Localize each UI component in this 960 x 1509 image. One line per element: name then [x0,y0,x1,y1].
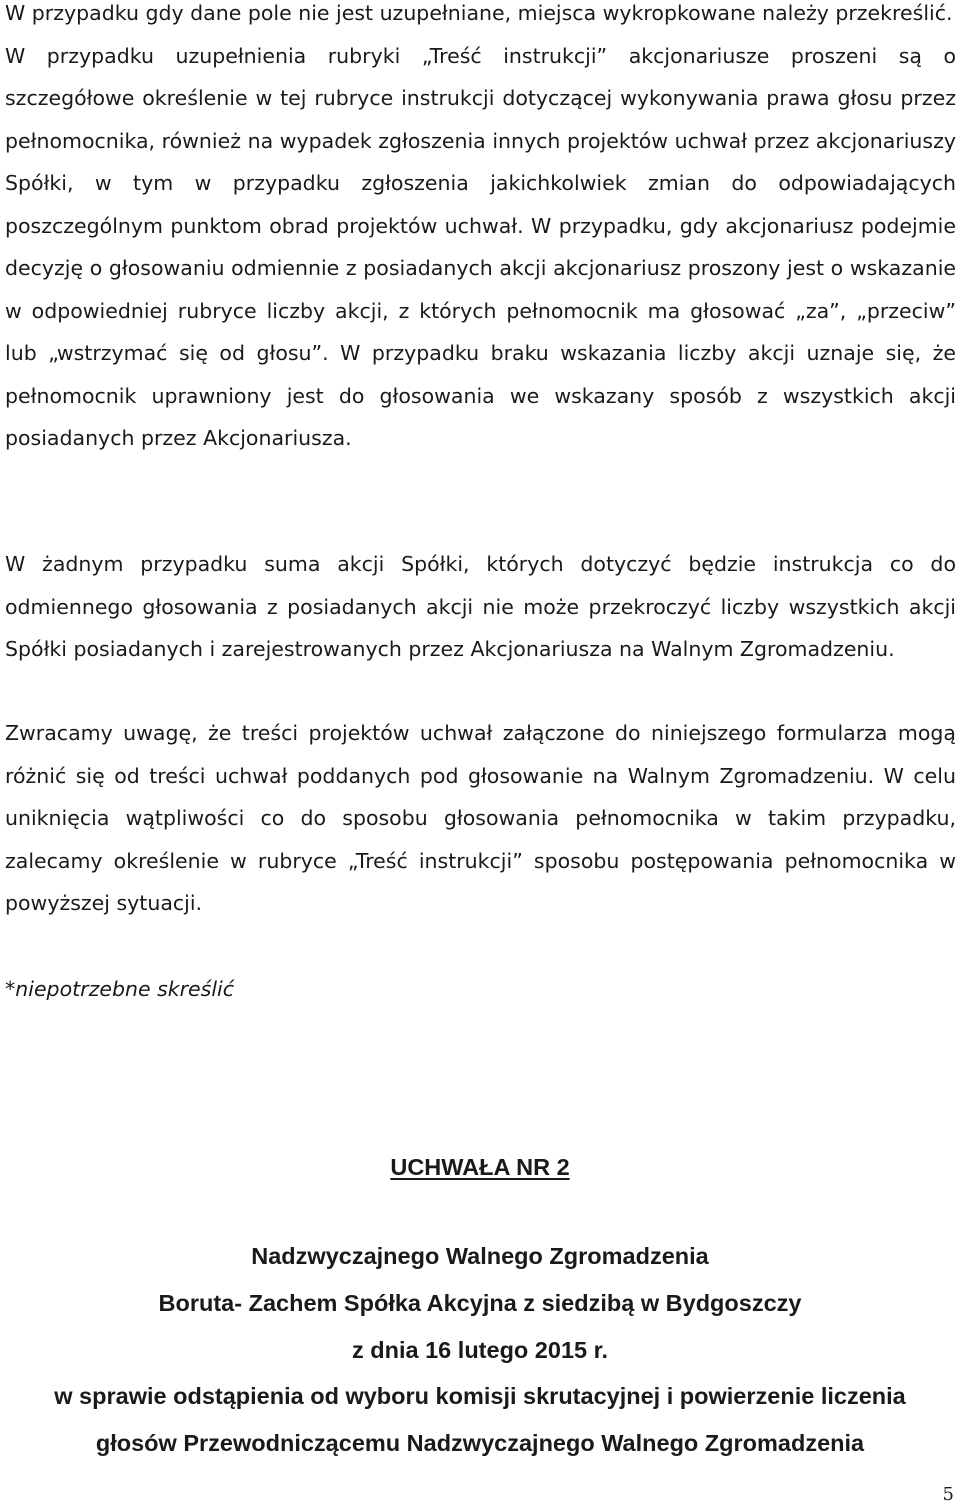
resolution-number: UCHWAŁA NR 2 [390,1154,570,1180]
paragraph-blank-fields: W przypadku gdy dane pole nie jest uzupełniane, miejsca wykropkowane należy przekreślić. [5,1,953,25]
footnote [5,968,234,1010]
company-name: Boruta- Zachem Spółka Akcyjna z siedzibą w Bydgoszczy [158,1290,802,1316]
instructions-block [5,0,956,460]
paragraph-share-limit: W żadnym przypadku suma akcji Spółki, których dotyczyć będzie instrukcja co do odmiennego głosowania z posiadanych akcji nie może przekroczyć liczby wszystkich akcji Spółki posiadanych i zarejestrowanych przez Akcjonariusza na Walnym Zgromadzeniu. [5,552,956,661]
footnote-text: niepotrzebne skreślić [15,977,235,1001]
assembly-name: Nadzwyczajnego Walnego Zgromadzenia [251,1243,709,1269]
resolution-subject-line-2: głosów Przewodniczącemu Nadzwyczajnego Walnego Zgromadzenia [95,1430,865,1456]
paragraph-instruction-content: W przypadku uzupełnienia rubryki „Treść instrukcji” akcjonariusze proszeni są o szczegółowe określenie w tej rubryce instrukcji dotyczącej wykonywania prawa głosu przez pełnomocnika, również na wypadek zgłoszenia innych projektów uchwał przez akcjonariuszy Spółki, w tym w przypadku zgłoszenia jakichkolwiek zmian do odpowiadających poszczególnym punktom obrad projektów uchwał. W przypadku, gdy akcjonariusz podejmie decyzję o głosowaniu odmiennie z posiadanych akcji akcjonariusz proszony jest o wskazanie w odpowiedniej rubryce liczby akcji, z których pełnomocnik ma głosować „za”, „przeciw” lub „wstrzymać się od głosu”. W przypadku braku wskazania liczby akcji uznaje się, że pełnomocnik uprawniony jest do głosowania we wskazany sposób z wszystkich akcji posiadanych przez Akcjonariusza. [5,43,956,450]
resolution-subject-line-1: w sprawie odstąpienia od wyboru komisji skrutacyjnej i powierzenie liczenia [54,1383,906,1409]
page-number: 5 [942,1484,954,1505]
notice-block [5,712,956,925]
footnote-marker: * [5,977,16,1001]
share-limit-block [5,543,956,671]
paragraph-notice: Zwracamy uwagę, że treści projektów uchwał załączone do niniejszego formularza mogą różnić się od treści uchwał poddanych pod głosowanie na Walnym Zgromadzeniu. W celu uniknięcia wątpliwości co do sposobu głosowania pełnomocnika w takim przypadku, zalecamy określenie w rubryce „Treść instrukcji” sposobu postępowania pełnomocnika w powyższej sytuacji. [5,721,956,915]
resolution-date: z dnia 16 lutego 2015 r. [352,1337,608,1363]
